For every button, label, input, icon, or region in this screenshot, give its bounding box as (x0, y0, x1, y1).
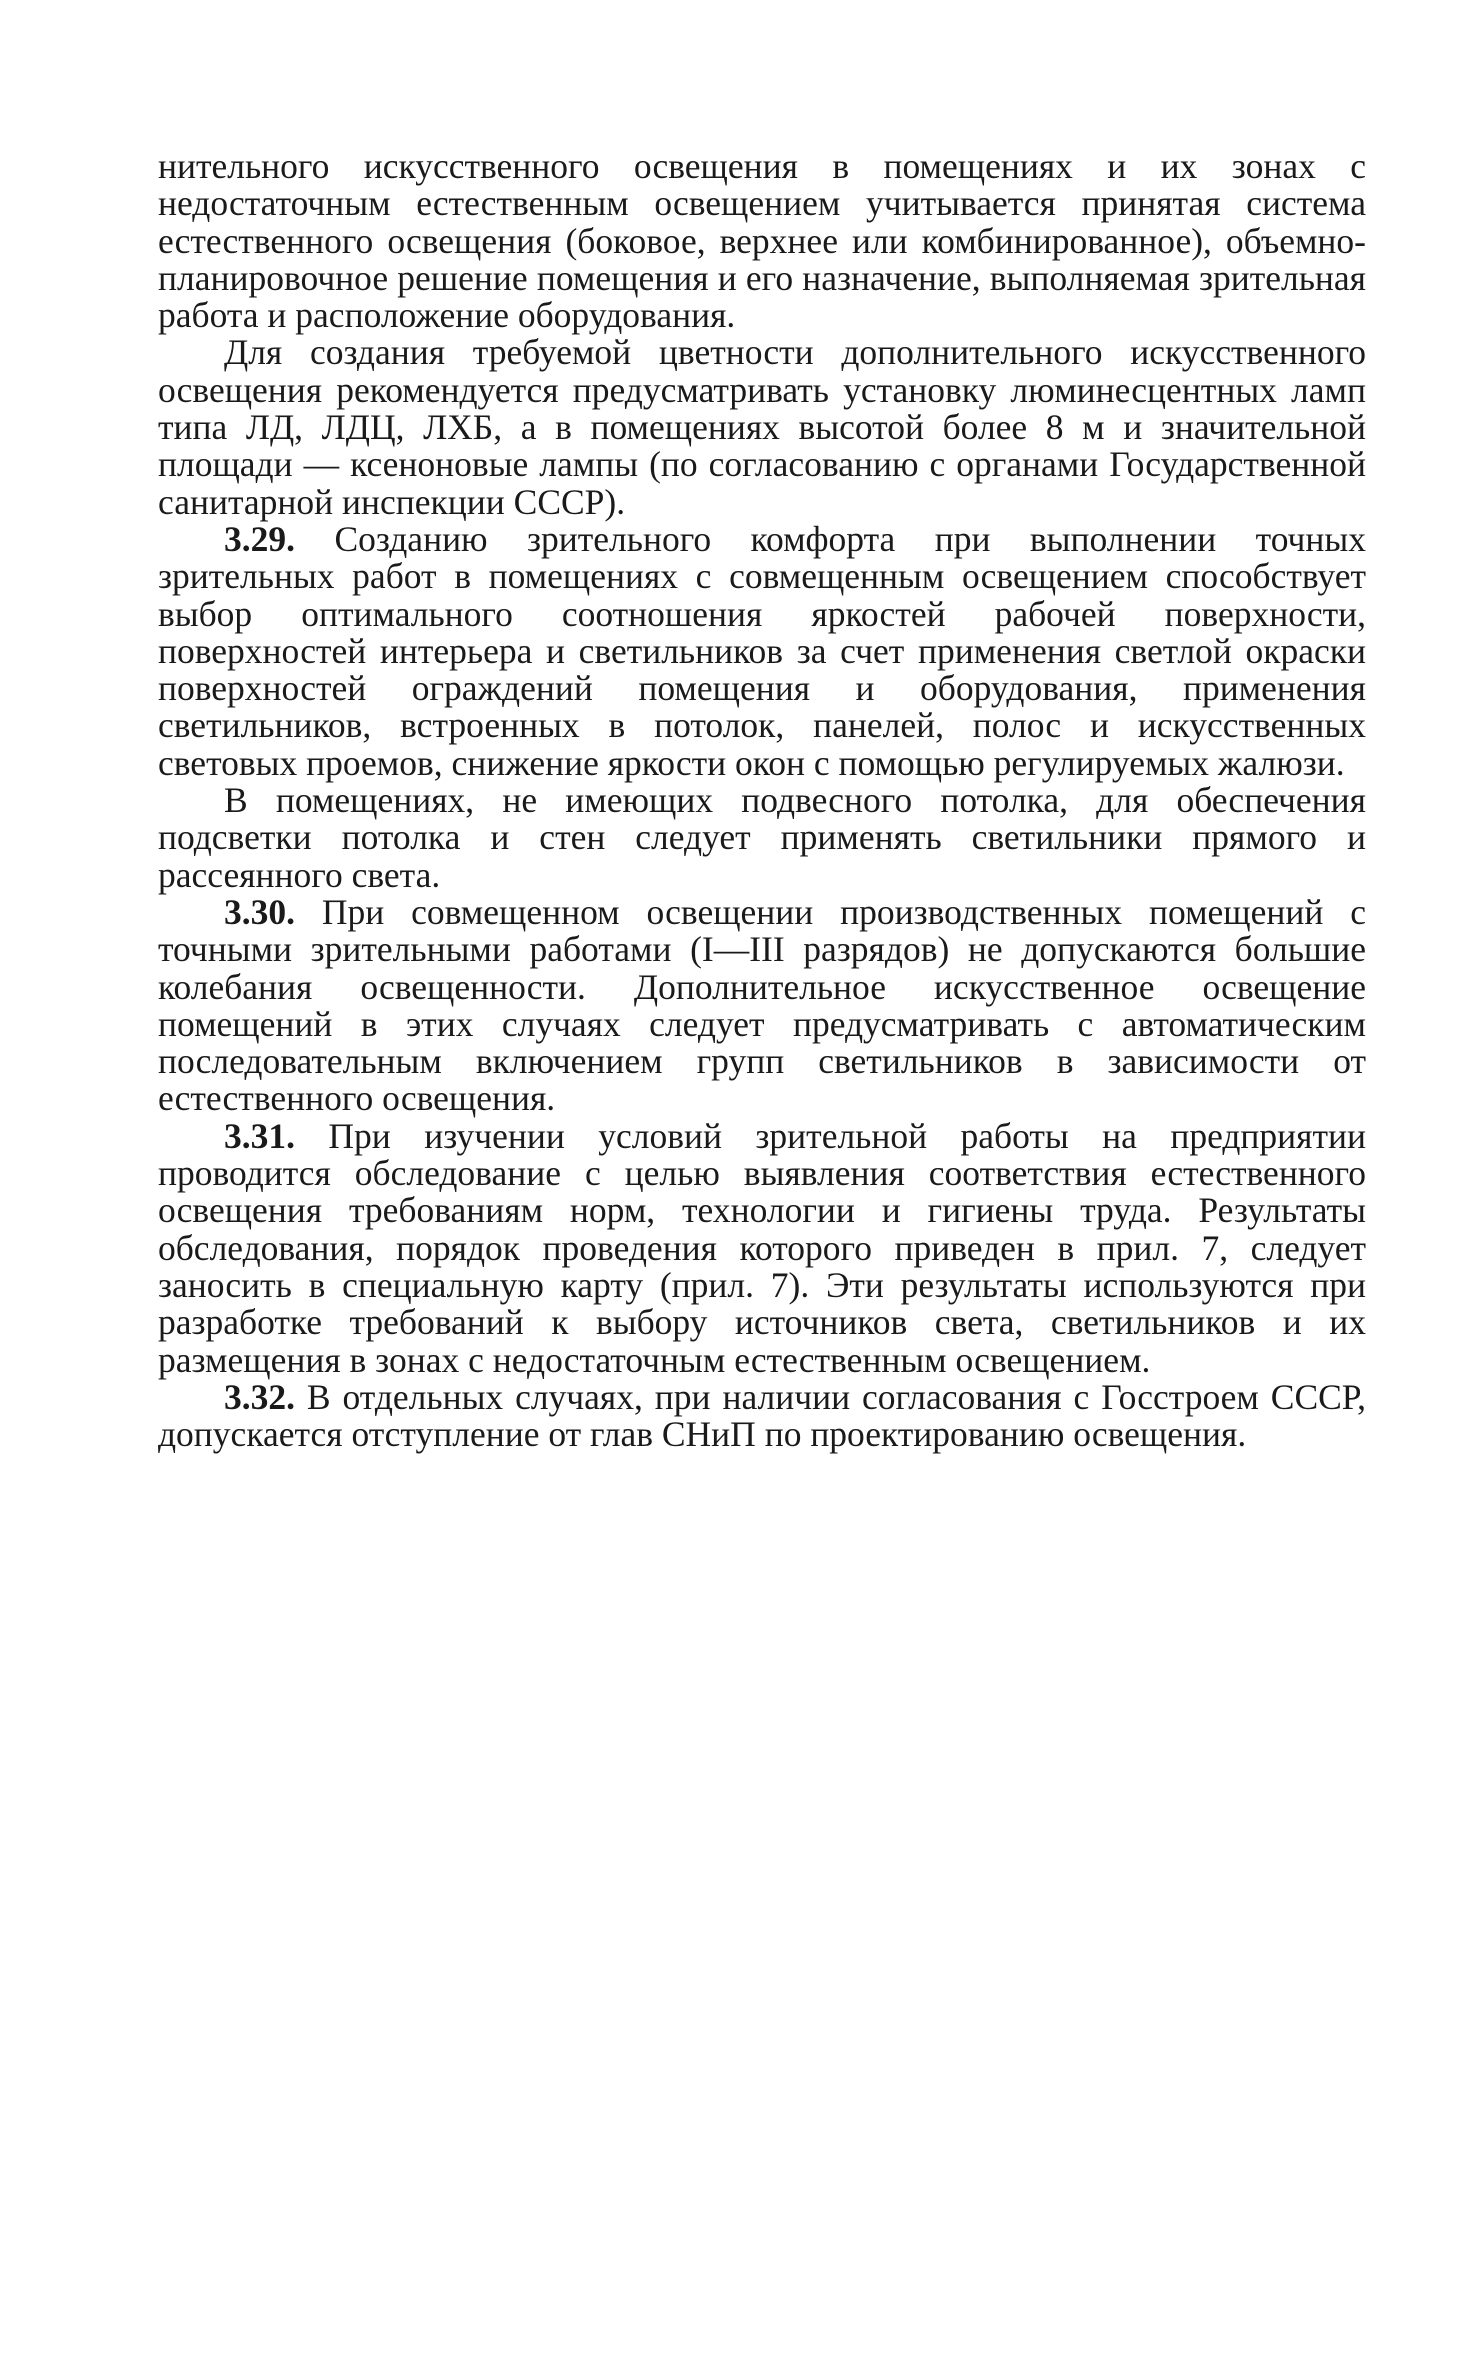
paragraph-text: В отдельных случаях, при наличии согласования с Госстроем СССР, допускается отступление от глав СНиП по проектированию освещения. (158, 1376, 1366, 1455)
body-text (158, 148, 1366, 1453)
paragraph-number: 3.31. (224, 1115, 295, 1156)
paragraph-ceiling-lighting (158, 782, 1366, 894)
paragraph-number: 3.32. (224, 1376, 295, 1417)
paragraph-text: При совмещенном освещении производственных помещений с точными зрительными работами (I—III разрядов) не допускаются большие колебания освещенности. Дополнительное искусственное освещение помещений в этих случаях следует предусматривать с автоматическим последовательным включением групп светильников в зависимости от естественного освещения. (158, 891, 1367, 1119)
paragraph-text: При изучении условий зрительной работы на предприятии проводится обследование с целью выявления соответствия естественного освещения требованиям норм, технологии и гигиены труда. Результаты обследования, порядок проведения которого приведен в прил. 7, следует заносить в специальную карту (прил. 7). Эти результаты используются при разработке требований к выбору источников света, светильников и их размещения в зонах с недостаточным естественным освещением. (158, 1115, 1367, 1380)
paragraph-3-31 (158, 1115, 1367, 1380)
paragraph-lamp-color (158, 334, 1366, 520)
paragraph-number: 3.30. (224, 891, 295, 932)
paragraph-3-30 (158, 891, 1367, 1119)
paragraph-continuation (158, 148, 1366, 334)
paragraph-number: 3.29. (224, 518, 295, 559)
paragraph-3-29 (158, 518, 1366, 783)
paragraph-text: нительного искусственного освещения в помещениях и их зонах с недостаточным естественным освещением учитывается принятая система естественного освещения (боковое, верхнее или комбинированное), объемно-планировочное решение помещения и его назначение, выполняемая зрительная работа и расположение оборудования. (158, 146, 1366, 336)
paragraph-3-32 (158, 1376, 1366, 1455)
paragraph-text: В помещениях, не имеющих подвесного потолка, для обеспечения подсветки потолка и стен следует применять светильники прямого и рассеянного света. (158, 780, 1366, 895)
paragraph-text: Созданию зрительного комфорта при выполнении точных зрительных работ в помещениях с совмещенным освещением способствует выбор оптимального соотношения яркостей рабочей поверхности, поверхностей интерьера и светильников за счет применения светлой окраски поверхностей ограждений помещения и оборудования, применения светильников, встроенных в потолок, панелей, полос и искусственных световых проемов, снижение яркости окон с помощью регулируемых жалюзи. (158, 518, 1366, 783)
paragraph-text: Для создания требуемой цветности дополнительного искусственного освещения рекомендуется предусматривать установку люминесцентных ламп типа ЛД, ЛДЦ, ЛХБ, а в помещениях высотой более 8 м и значительной площади — ксеноновые лампы (по согласованию с органами Государственной санитарной инспекции СССР). (158, 332, 1366, 522)
